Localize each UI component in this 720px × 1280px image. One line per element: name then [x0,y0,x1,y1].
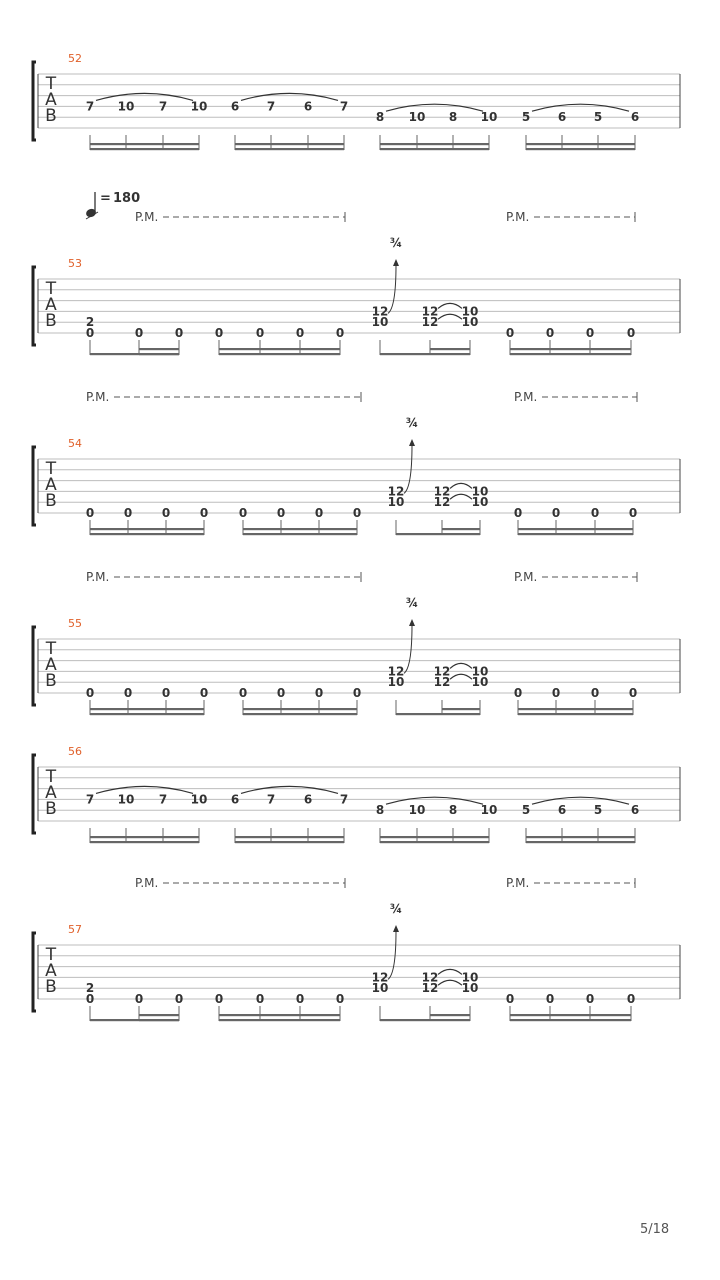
fret-number: 0 [134,326,144,340]
fret-number: 0 [214,992,224,1006]
measure-number: 55 [68,617,82,630]
fret-number: 0 [238,506,248,520]
palm-mute-label: P.M. [514,570,538,584]
measure-number: 54 [68,437,82,450]
beam-bar [510,353,631,355]
fret-number: 10 [387,675,405,690]
fret-number: 10 [408,110,426,125]
palm-mute-label: P.M. [135,876,159,890]
fret-number: 0 [590,506,600,520]
fret-number: 0 [314,506,324,520]
tab-clef-letter: T [45,639,57,659]
tab-clef-letter: A [45,475,57,495]
fret-number: 8 [448,110,458,125]
beam-bar [219,1014,340,1016]
beam-bar [139,353,179,355]
fret-number: 0 [85,992,95,1006]
slur-arc [532,104,629,111]
fret-number: 6 [557,803,567,818]
fret-number: 12 [421,981,439,996]
bend-curve [388,265,396,313]
fret-number: 0 [85,326,95,340]
slur-arc [532,797,629,804]
fret-number: 0 [545,326,555,340]
staff-system-54 [33,390,680,535]
fret-number: 12 [421,304,439,319]
fret-number: 6 [303,99,313,114]
fret-number: 0 [255,326,265,340]
fret-number: 0 [174,326,184,340]
fret-number: 7 [266,792,276,807]
fret-number-chord: 2 [85,315,95,330]
slur-arc [96,786,193,793]
fret-number: 0 [335,992,345,1006]
fret-number: 7 [85,792,95,807]
tab-clef-letter: B [45,311,57,331]
fret-number: 0 [276,686,286,700]
slur-arc [386,104,483,111]
tab-clef-letter: B [45,106,57,126]
beam-bar [380,1019,470,1021]
fret-number: 0 [628,686,638,700]
palm-mute-label: P.M. [506,876,530,890]
beam-bar [518,528,633,530]
palm-mute-label: P.M. [514,390,538,404]
slur-arc [96,93,193,100]
fret-number: 0 [628,506,638,520]
fret-number: 10 [461,315,479,330]
bend-amount-label: ¾ [389,236,403,250]
fret-number: 0 [335,326,345,340]
fret-number: 0 [85,686,95,700]
fret-number-chord: 2 [85,981,95,996]
beam-bar [235,836,344,838]
beam-bar [219,1019,340,1021]
measure-number: 52 [68,52,82,65]
fret-number: 10 [387,495,405,510]
beam-bar [442,708,480,710]
fret-number: 0 [161,686,171,700]
fret-number: 6 [630,803,640,818]
fret-number: 6 [230,99,240,114]
fret-number: 0 [505,992,515,1006]
beam-bar [219,353,340,355]
system-bracket [33,755,36,833]
slur-arc [241,93,338,100]
bend-arrowhead [409,619,415,626]
fret-number: 0 [513,506,523,520]
beam-bar [510,1014,631,1016]
beam-bar [139,1019,179,1021]
fret-number: 7 [339,99,349,114]
measure-number: 56 [68,745,82,758]
fret-number: 10 [117,792,135,807]
fret-number: 10 [480,803,498,818]
fret-number: 6 [230,792,240,807]
fret-number: 0 [255,992,265,1006]
beam-bar [526,841,635,843]
fret-number: 5 [521,803,531,818]
fret-number: 8 [375,803,385,818]
fret-number: 0 [85,506,95,520]
beam-bar [518,713,633,715]
beam-bar [442,528,480,530]
bend-curve [404,625,412,673]
fret-number: 12 [433,664,451,679]
fret-number: 0 [123,686,133,700]
staff-system-57 [33,876,680,1021]
palm-mute-label: P.M. [135,210,159,224]
fret-number: 12 [371,304,389,319]
fret-number: 10 [371,981,389,996]
fret-number: 10 [461,981,479,996]
bend-curve [404,445,412,493]
staff-system-53 [33,210,680,355]
fret-number: 0 [352,686,362,700]
palm-mute-label: P.M. [86,390,110,404]
staff-system-56 [33,745,680,843]
beam-bar [235,148,344,150]
fret-number: 10 [471,495,489,510]
tie-arc [450,494,472,499]
beam-bar [526,836,635,838]
beam-bar [430,348,470,350]
fret-number: 0 [585,326,595,340]
fret-number: 10 [471,675,489,690]
staff-system-52 [33,52,680,150]
fret-number: 10 [190,792,208,807]
beam-bar [396,533,480,535]
fret-number: 0 [551,506,561,520]
tab-clef-letter: A [45,655,57,675]
tab-clef-letter: B [45,491,57,511]
fret-number: 0 [545,992,555,1006]
bend-amount-label: ¾ [405,416,419,430]
tab-clef-letter: A [45,783,57,803]
fret-number: 12 [433,675,451,690]
fret-number: 12 [371,970,389,985]
fret-number: 10 [408,803,426,818]
tab-clef-letter: A [45,90,57,110]
fret-number: 0 [199,686,209,700]
fret-number: 0 [214,326,224,340]
tab-clef-letter: T [45,945,57,965]
bend-arrowhead [393,925,399,932]
fret-number: 7 [266,99,276,114]
beam-bar [380,353,470,355]
beam-bar [243,708,357,710]
tab-clef-letter: B [45,671,57,691]
fret-number: 0 [123,506,133,520]
palm-mute-label: P.M. [506,210,530,224]
fret-number: 0 [134,992,144,1006]
fret-number: 0 [626,992,636,1006]
fret-number: 10 [471,664,489,679]
tab-clef-letter: T [45,767,57,787]
system-bracket [33,447,36,525]
beam-bar [380,836,489,838]
fret-number: 5 [521,110,531,125]
fret-number: 12 [387,484,405,499]
beam-bar [430,1014,470,1016]
fret-number: 12 [421,315,439,330]
fret-number: 0 [276,506,286,520]
beam-bar [90,841,199,843]
system-bracket [33,62,36,140]
beam-bar [90,148,199,150]
fret-number: 8 [448,803,458,818]
fret-number: 0 [161,506,171,520]
beam-bar [235,143,344,145]
palm-mute-label: P.M. [86,570,110,584]
slur-arc [241,786,338,793]
tab-clef-letter: T [45,279,57,299]
tie-arc [438,303,462,308]
tie-arc [450,674,472,679]
tab-clef-letter: B [45,977,57,997]
fret-number: 0 [295,992,305,1006]
tie-arc [450,483,472,488]
system-bracket [33,267,36,345]
fret-number: 6 [630,110,640,125]
fret-number: 5 [593,803,603,818]
fret-number: 10 [371,315,389,330]
fret-number: 0 [626,326,636,340]
tie-arc [450,663,472,668]
beam-bar [380,841,489,843]
fret-number: 0 [585,992,595,1006]
fret-number: 12 [387,664,405,679]
fret-number: 10 [117,99,135,114]
beam-bar [90,836,199,838]
beam-bar [380,143,489,145]
fret-number: 10 [461,970,479,985]
beam-bar [526,143,635,145]
tab-clef-letter: A [45,961,57,981]
fret-number: 0 [238,686,248,700]
fret-number: 0 [352,506,362,520]
beam-bar [139,348,179,350]
system-bracket [33,627,36,705]
fret-number: 0 [314,686,324,700]
slur-arc [386,797,483,804]
fret-number: 0 [295,326,305,340]
beam-bar [380,148,489,150]
fret-number: 0 [551,686,561,700]
bend-arrowhead [409,439,415,446]
measure-number: 53 [68,257,82,270]
beam-bar [235,841,344,843]
fret-number: 0 [513,686,523,700]
tab-clef-letter: A [45,295,57,315]
bend-amount-label: ¾ [405,596,419,610]
beam-bar [243,713,357,715]
tie-arc [438,314,462,319]
beam-bar [90,528,204,530]
bend-amount-label: ¾ [389,902,403,916]
fret-number: 7 [85,99,95,114]
bend-curve [388,931,396,979]
tempo-equals: = [100,191,111,206]
beam-bar [90,708,204,710]
beam-bar [518,708,633,710]
tempo-bpm: 180 [113,191,141,206]
beam-bar [219,348,340,350]
fret-number: 12 [421,970,439,985]
measure-number: 57 [68,923,82,936]
beam-bar [90,713,204,715]
fret-number: 12 [433,495,451,510]
fret-number: 10 [471,484,489,499]
fret-number: 10 [190,99,208,114]
fret-number: 10 [480,110,498,125]
tab-clef-letter: T [45,459,57,479]
fret-number: 7 [339,792,349,807]
staff-system-55 [33,570,680,715]
beam-bar [90,143,199,145]
tie-arc [438,969,462,974]
beam-bar [510,1019,631,1021]
fret-number: 8 [375,110,385,125]
beam-bar [243,533,357,535]
fret-number: 0 [199,506,209,520]
beam-bar [396,713,480,715]
fret-number: 0 [590,686,600,700]
beam-bar [90,533,204,535]
tempo-marking [85,191,140,219]
bend-arrowhead [393,259,399,266]
fret-number: 12 [433,484,451,499]
fret-number: 6 [557,110,567,125]
fret-number: 7 [158,792,168,807]
fret-number: 10 [461,304,479,319]
beam-bar [139,1014,179,1016]
fret-number: 6 [303,792,313,807]
fret-number: 0 [174,992,184,1006]
beam-bar [510,348,631,350]
fret-number: 5 [593,110,603,125]
beam-bar [526,148,635,150]
tab-clef-letter: T [45,74,57,94]
beam-bar [518,533,633,535]
beam-bar [243,528,357,530]
fret-number: 0 [505,326,515,340]
system-bracket [33,933,36,1011]
fret-number: 7 [158,99,168,114]
tie-arc [438,980,462,985]
tab-clef-letter: B [45,799,57,819]
page-number: 5/18 [640,1222,670,1237]
